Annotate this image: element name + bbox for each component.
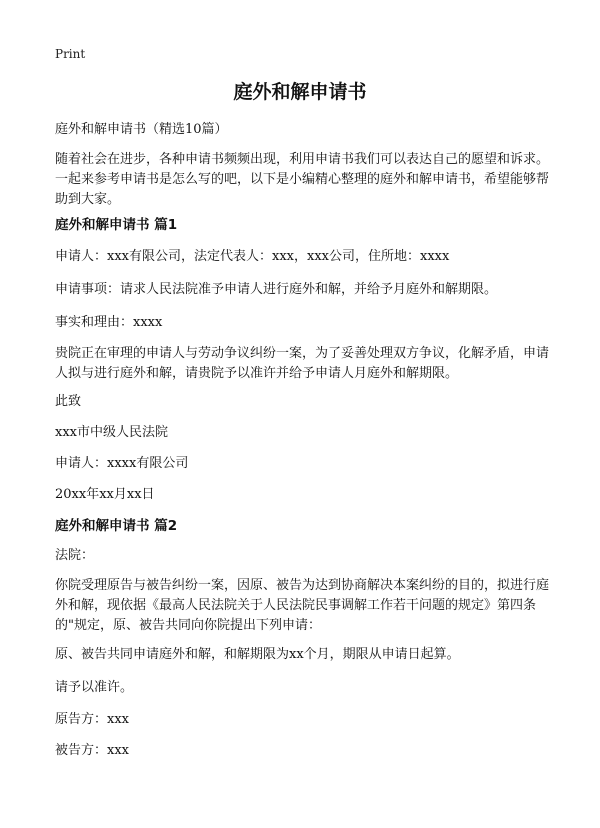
document-subtitle: 庭外和解申请书（精选10篇） [55, 122, 228, 137]
section1-heading: 庭外和解申请书 篇1 [55, 217, 178, 233]
section1-date: 20xx年xx月xx日 [55, 487, 155, 502]
section1-body: 贵院正在审理的申请人与劳动争议纠纷一案，为了妥善处理双方争议，化解矛盾，申请人拟与进行庭外和解，请贵院予以准许并给予申请人月庭外和解期限。 [55, 346, 550, 381]
section2-plaintiff: 原告方：xxx [55, 712, 129, 727]
section2-heading: 庭外和解申请书 篇2 [55, 518, 178, 534]
section1-signature: 申请人：xxxx有限公司 [55, 456, 189, 471]
section2-request: 原、被告共同申请庭外和解，和解期限为xx个月，期限从申请日起算。 [55, 647, 460, 662]
document-title: 庭外和解申请书 [233, 81, 367, 103]
section2-closing: 请予以准许。 [55, 680, 134, 695]
section2-body: 你院受理原告与被告纠纷一案，因原、被告为达到协商解决本案纠纷的目的，拟进行庭外和解，现依据《最高人民法院关于人民法院民事调解工作若干问题的规定》第四条的"规定，原、被告共同向你院提出下列申请： [55, 578, 550, 633]
section1-applicant: 申请人：xxx有限公司，法定代表人：xxx，xxx公司，住所地：xxxx [55, 249, 450, 264]
section1-court: xxx市中级人民法院 [55, 425, 168, 440]
section1-salute: 此致 [55, 394, 82, 409]
section2-addressee: 法院： [55, 548, 95, 563]
intro-paragraph: 随着社会在进步，各种申请书频频出现，利用申请书我们可以表达自己的愿望和诉求。一起来参考申请书是怎么写的吧，以下是小编精心整理的庭外和解申请书，希望能够帮助到大家。 [55, 152, 550, 207]
section1-matter: 申请事项：请求人民法院准予申请人进行庭外和解，并给予月庭外和解期限。 [55, 282, 498, 297]
print-link[interactable]: Print [55, 47, 86, 61]
section2-defendant: 被告方：xxx [55, 743, 129, 758]
section1-facts-label: 事实和理由：xxxx [55, 315, 163, 330]
